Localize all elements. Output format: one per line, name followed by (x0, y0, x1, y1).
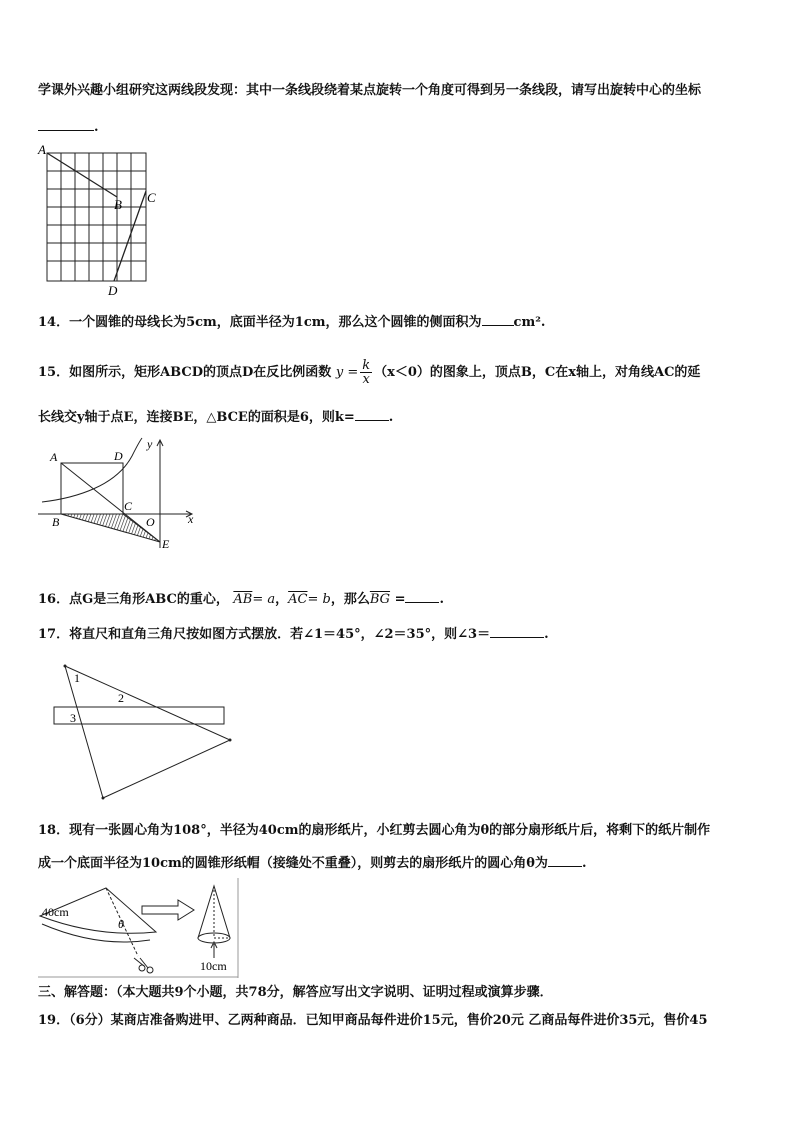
q17-blank (490, 625, 544, 638)
q19-line (38, 1013, 708, 1029)
q15-y-eq: y = (335, 365, 359, 380)
q15-line1-a: 15．如图所示，矩形ABCD的顶点D在反比例函数 (38, 365, 332, 380)
q14-text: 14．一个圆锥的母线长为5cm，底面半径为1cm，那么这个圆锥的侧面积为 (38, 315, 482, 330)
angle-2-label: 2 (118, 691, 124, 705)
q14-line (38, 313, 545, 331)
q15-frac-den: x (362, 372, 370, 387)
q16-vec-ac: $\overline{AC}$ (288, 592, 308, 607)
q16-vec-ab: $\overline{AB}$ (233, 592, 253, 607)
fig15-label-o: O (146, 515, 155, 529)
fig15-label-a: A (50, 450, 58, 464)
q18-line2-text: 成一个底面半径为10cm的圆锥形纸帽（接缝处不重叠），则剪去的扇形纸片的圆心角θ为 (38, 856, 548, 871)
fig15-label-b: B (52, 515, 60, 529)
set-square (65, 666, 230, 798)
label-a: A (38, 142, 46, 157)
q18-blank (548, 854, 582, 867)
q13-answer-line (38, 118, 99, 136)
q18-figure (38, 878, 238, 978)
hyperbola-curve (42, 438, 142, 502)
arrow-right (142, 900, 194, 920)
label-d: D (108, 283, 118, 298)
q18-line2 (38, 854, 586, 872)
q18-line1-text: 18．现有一张圆心角为108°，半径为40cm的扇形纸片，小红剪去圆心角为θ的部分扇形纸片后，将剩下的纸片制作 (38, 823, 711, 838)
q16-vec-bg: $\overline{BG}$ (369, 592, 391, 607)
q15-tail: . (388, 410, 394, 425)
q16-eq: = (394, 592, 406, 607)
q18-tail: . (581, 856, 587, 871)
q16-tail: . (439, 592, 445, 607)
label-theta: θ (118, 917, 124, 931)
q15-line1 (38, 359, 700, 386)
q16-line (38, 590, 444, 608)
q15-line2-text: 长线交y轴于点E，连接BE，△BCE的面积是6，则k= (38, 410, 355, 425)
q17-tail: . (544, 627, 549, 642)
q16-mid: ，那么 (330, 592, 370, 607)
q14-unit: cm². (513, 315, 546, 330)
fig15-label-c: C (124, 499, 133, 513)
angle-1-label: 1 (74, 671, 80, 685)
q17-line (38, 625, 549, 643)
fig15-label-e: E (162, 537, 170, 551)
q14-blank (482, 313, 514, 326)
fig15-label-d: D (114, 449, 123, 463)
q16-eq-b: = b (307, 592, 331, 607)
label-10cm: 10cm (200, 959, 227, 973)
q15-line1-b: （x＜0）的图象上，顶点B，C在x轴上，对角线AC的延 (374, 365, 701, 380)
q15-frac-num: k (362, 358, 371, 373)
section-3-heading (38, 985, 553, 1001)
q13-grid-figure (30, 140, 160, 300)
q19-text: 19．（6分）某商店准备购进甲、乙两种商品．已知甲商品每件进价15元，售价20元 乙商品每件进价35元，售价45 (38, 1013, 708, 1028)
q13-tail: . (94, 120, 99, 135)
scissors-icon (139, 965, 145, 971)
q15-figure (36, 436, 206, 556)
q16-prefix: 16．点G是三角形ABC的重心， (38, 592, 229, 607)
angle-3-label: 3 (70, 711, 76, 725)
q17-figure (50, 660, 240, 805)
label-c: C (147, 190, 156, 205)
q13-text-content: 学课外兴趣小组研究这两线段发现：其中一条线段绕着某点旋转一个角度可得到另一条线段，请写出旋转中心的坐标 (38, 83, 702, 98)
section-3-text: 三、解答题：（本大题共9个小题，共78分，解答应写出文字说明、证明过程或演算步骤． (38, 985, 553, 1000)
fig15-label-x: x (188, 512, 194, 526)
q17-text: 17．将直尺和直角三角尺按如图方式摆放．若∠1＝45°，∠2＝35°，则∠3＝ (38, 627, 491, 642)
q15-fraction (360, 359, 372, 386)
q13-blank (38, 118, 94, 131)
q18-line1 (38, 823, 710, 839)
q15-blank (355, 408, 389, 421)
fig15-label-y: y (147, 437, 153, 451)
segment-ab (47, 153, 117, 197)
q13-text (38, 83, 701, 99)
q15-line2 (38, 408, 393, 426)
label-40cm: 40cm (42, 905, 69, 919)
q16-sep: ， (275, 592, 289, 607)
q16-blank (405, 590, 439, 603)
label-b: B (114, 197, 122, 212)
q16-eq-a: = a (252, 592, 276, 607)
